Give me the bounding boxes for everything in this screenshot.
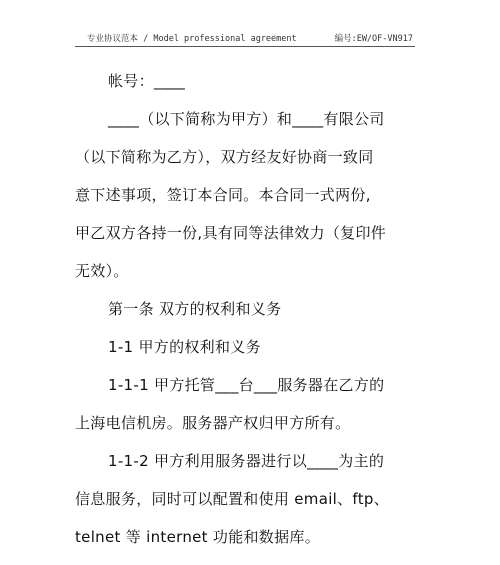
clause-1-1-2-line-2: 信息服务，同时可以配置和使用 email、ftp、	[75, 490, 390, 508]
header-divider	[75, 46, 415, 47]
article-1-title: 第一条 双方的权利和义务	[108, 300, 282, 318]
party-line-1: ____（以下简称为甲方）和____有限公司	[108, 110, 385, 128]
party-line-4: 甲乙双方各持一份,具有同等法律效力（复印件	[75, 224, 387, 242]
header-title: 专业协议范本 / Model professional agreement	[87, 34, 297, 44]
clause-1-1-2-line-1: 1-1-2 甲方利用服务器进行以____为主的	[108, 452, 385, 470]
clause-1-1-1-line-2: 上海电信机房。服务器产权归甲方所有。	[75, 414, 351, 432]
page-header	[75, 30, 415, 46]
party-line-2: （以下简称为乙方），双方经友好协商一致同	[75, 148, 374, 166]
party-line-3: 意下述事项，签订本合同。本合同一式两份,	[75, 186, 371, 204]
account-line: 帐号：____	[108, 72, 186, 90]
document-body	[75, 62, 420, 556]
clause-1-1-1-line-1: 1-1-1 甲方托管___台___服务器在乙方的	[108, 376, 385, 394]
clause-1-1-2-line-3: telnet 等 internet 功能和数据库。	[75, 528, 321, 546]
section-1-1-title: 1-1 甲方的权利和义务	[108, 338, 261, 356]
party-line-5: 无效）。	[75, 262, 129, 280]
header-document-number: 编号:EW/OF-VN917	[334, 34, 413, 44]
